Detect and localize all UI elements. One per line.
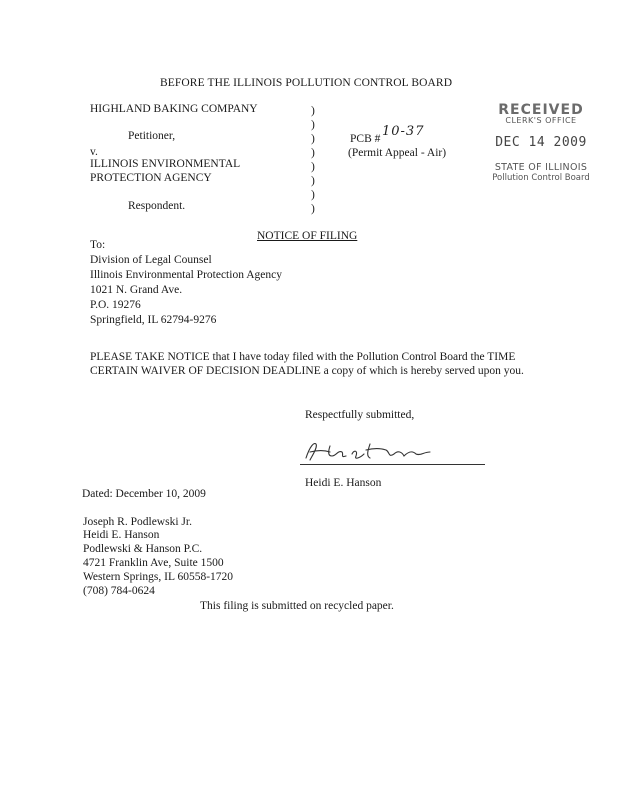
respondent-name-line1: ILLINOIS ENVIRONMENTAL	[90, 158, 241, 170]
pcb-label: PCB #	[350, 133, 381, 145]
stamp-received: RECEIVED	[498, 102, 584, 118]
document-heading: BEFORE THE ILLINOIS POLLUTION CONTROL BOARD	[160, 77, 453, 89]
address-line: 1021 N. Grand Ave.	[90, 284, 183, 296]
handwritten-signature	[300, 438, 450, 464]
firm-line: Joseph R. Podlewski Jr.	[83, 516, 192, 528]
signer-name: Heidi E. Hanson	[305, 477, 382, 489]
firm-line: Western Springs, IL 60558-1720	[83, 571, 234, 583]
petitioner-name: HIGHLAND BAKING COMPANY	[90, 103, 258, 115]
stamp-date: DEC 14 2009	[495, 135, 587, 150]
paren: )	[311, 161, 315, 173]
closing: Respectfully submitted,	[305, 409, 415, 421]
recycled-note: This filing is submitted on recycled paper.	[200, 600, 394, 612]
stamp-state: STATE OF ILLINOIS	[494, 162, 588, 173]
notice-title: NOTICE OF FILING	[257, 230, 358, 242]
paren: )	[311, 203, 315, 215]
paren: )	[311, 175, 315, 187]
respondent-name-line2: PROTECTION AGENCY	[90, 172, 212, 184]
paren: )	[311, 105, 315, 117]
stamp-office: CLERK'S OFFICE	[505, 116, 577, 125]
petitioner-role: Petitioner,	[128, 130, 176, 142]
paren: )	[311, 147, 315, 159]
to-label: To:	[90, 239, 106, 251]
paren: )	[311, 189, 315, 201]
notice-body: PLEASE TAKE NOTICE that I have today filed with the Pollution Control Board the TIME CERTAIN WAIVER OF DECISION DEADLINE a copy of which is hereby served upon you.	[90, 351, 524, 377]
paren: )	[311, 133, 315, 145]
signature-line	[300, 446, 485, 465]
address-line: Division of Legal Counsel	[90, 254, 212, 266]
firm-line: (708) 784-0624	[83, 585, 155, 597]
address-line: P.O. 19276	[90, 299, 141, 311]
firm-line: 4721 Franklin Ave, Suite 1500	[83, 557, 224, 569]
firm-line: Heidi E. Hanson	[83, 529, 160, 541]
received-stamp	[482, 102, 600, 183]
address-line: Illinois Environmental Protection Agency	[90, 269, 282, 281]
paren: )	[311, 119, 315, 131]
stamp-board: Pollution Control Board	[492, 173, 590, 183]
case-type: (Permit Appeal - Air)	[348, 147, 447, 159]
versus: v.	[90, 146, 98, 158]
date-line: Dated: December 10, 2009	[82, 488, 206, 500]
pcb-number-handwritten: 10-37	[382, 124, 425, 139]
firm-line: Podlewski & Hanson P.C.	[83, 543, 203, 555]
address-line: Springfield, IL 62794-9276	[90, 314, 217, 326]
respondent-role: Respondent.	[128, 200, 186, 212]
